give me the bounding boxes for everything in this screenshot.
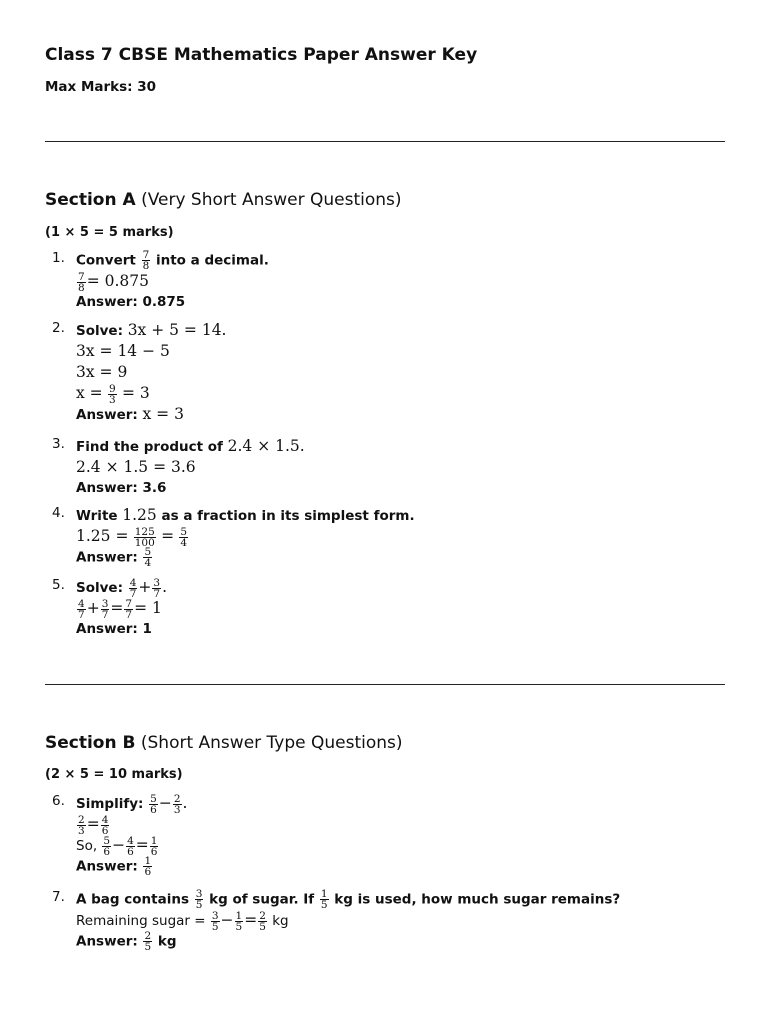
working-step: $\frac{2}{3}$ = $\frac{4}{6}$ bbox=[78, 813, 109, 837]
working-step: 3x = 14 − 5 bbox=[76, 342, 170, 360]
section-a-marks: (1 × 5 = 5 marks) bbox=[45, 225, 174, 240]
working: $\frac{4}{7}$ + $\frac{3}{7}$ = $\frac{7}{7}$ = 1 bbox=[78, 597, 162, 621]
fraction: $\frac{4}{6}$ bbox=[127, 834, 134, 858]
answer: Answer: $\frac{2}{5}$ kg bbox=[76, 930, 177, 953]
question-text: Convert $\frac{7}{8}$ into a decimal. bbox=[76, 249, 269, 272]
fraction: $\frac{125}{100}$ bbox=[134, 525, 155, 549]
fraction: $\frac{3}{5}$ bbox=[195, 888, 203, 911]
answer: Answer: $\frac{1}{6}$ bbox=[76, 855, 152, 878]
question-number: 6. bbox=[52, 793, 65, 809]
working: $\frac{7}{8}$ = 0.875 bbox=[78, 270, 149, 294]
page-title: Class 7 CBSE Mathematics Paper Answer Key bbox=[45, 45, 478, 65]
section-a-heading bbox=[45, 190, 402, 210]
fraction: $\frac{7}{8}$ bbox=[142, 249, 150, 272]
answer: Answer: 3.6 bbox=[76, 480, 167, 496]
fraction: $\frac{1}{5}$ bbox=[235, 909, 243, 933]
fraction: $\frac{3}{7}$ bbox=[101, 597, 109, 621]
question-text: Find the product of 2.4 × 1.5. bbox=[76, 437, 305, 455]
fraction: $\frac{1}{6}$ bbox=[144, 855, 152, 878]
fraction: $\frac{2}{5}$ bbox=[144, 930, 152, 953]
fraction: $\frac{2}{3}$ bbox=[78, 813, 85, 837]
fraction: $\frac{1}{5}$ bbox=[320, 888, 328, 911]
answer: Answer: $\frac{5}{4}$ bbox=[76, 546, 152, 569]
section-b-heading bbox=[45, 733, 403, 753]
fraction: $\frac{5}{6}$ bbox=[103, 834, 111, 858]
fraction: $\frac{2}{3}$ bbox=[173, 792, 181, 816]
fraction: $\frac{4}{7}$ bbox=[78, 597, 85, 621]
working: Remaining sugar = $\frac{3}{5}$ − $\frac{1}{5}$ = $\frac{2}{5}$ kg bbox=[76, 909, 289, 933]
section-b-subtitle: (Short Answer Type Questions) bbox=[140, 733, 403, 753]
question-text: Solve: $\frac{4}{7}$ + $\frac{3}{7}$ . bbox=[76, 576, 167, 600]
fraction: $\frac{1}{6}$ bbox=[150, 834, 158, 858]
question-text: Simplify: $\frac{5}{6}$ − $\frac{2}{3}$ . bbox=[76, 792, 188, 816]
question-number: 2. bbox=[52, 320, 65, 336]
question-text: A bag contains $\frac{3}{5}$ kg of sugar. If $\frac{1}{5}$ kg is used, how much sugar remains? bbox=[76, 888, 621, 911]
fraction: $\frac{7}{8}$ bbox=[78, 270, 85, 294]
section-a-label: Section A bbox=[45, 190, 136, 210]
fraction: $\frac{2}{5}$ bbox=[259, 909, 266, 933]
answer: Answer: x = 3 bbox=[76, 405, 184, 423]
fraction: $\frac{3}{7}$ bbox=[153, 576, 161, 600]
divider bbox=[45, 684, 725, 685]
section-b-label: Section B bbox=[45, 733, 136, 753]
section-b-marks: (2 × 5 = 10 marks) bbox=[45, 767, 183, 782]
fraction: $\frac{5}{4}$ bbox=[144, 546, 152, 569]
working-step: x = $\frac{9}{3}$ = 3 bbox=[76, 382, 150, 406]
question-text: Write 1.25 as a fraction in its simplest form. bbox=[76, 506, 415, 524]
fraction: $\frac{4}{6}$ bbox=[101, 813, 109, 837]
working-step: 3x = 9 bbox=[76, 363, 128, 381]
answer: Answer: 0.875 bbox=[76, 294, 186, 310]
question-number: 3. bbox=[52, 436, 65, 452]
fraction: $\frac{5}{6}$ bbox=[150, 792, 157, 816]
fraction: $\frac{9}{3}$ bbox=[108, 382, 116, 406]
fraction: $\frac{7}{7}$ bbox=[125, 597, 133, 621]
fraction: $\frac{4}{7}$ bbox=[129, 576, 137, 600]
fraction: $\frac{3}{5}$ bbox=[211, 909, 219, 933]
answer: Answer: 1 bbox=[76, 621, 152, 637]
max-marks: Max Marks: 30 bbox=[45, 79, 157, 95]
section-a-subtitle: (Very Short Answer Questions) bbox=[141, 190, 402, 210]
question-text: Solve: 3x + 5 = 14. bbox=[76, 321, 227, 339]
working: 1.25 = $\frac{125}{100}$ = $\frac{5}{4}$ bbox=[76, 525, 188, 549]
fraction: $\frac{5}{4}$ bbox=[180, 525, 188, 549]
working: 2.4 × 1.5 = 3.6 bbox=[76, 458, 196, 476]
question-number: 5. bbox=[52, 577, 65, 593]
question-number: 1. bbox=[52, 250, 65, 266]
working-step: So, $\frac{5}{6}$ − $\frac{4}{6}$ = $\frac{1}{6}$ bbox=[76, 834, 158, 858]
divider bbox=[45, 141, 725, 142]
question-number: 4. bbox=[52, 505, 65, 521]
question-number: 7. bbox=[52, 889, 65, 905]
